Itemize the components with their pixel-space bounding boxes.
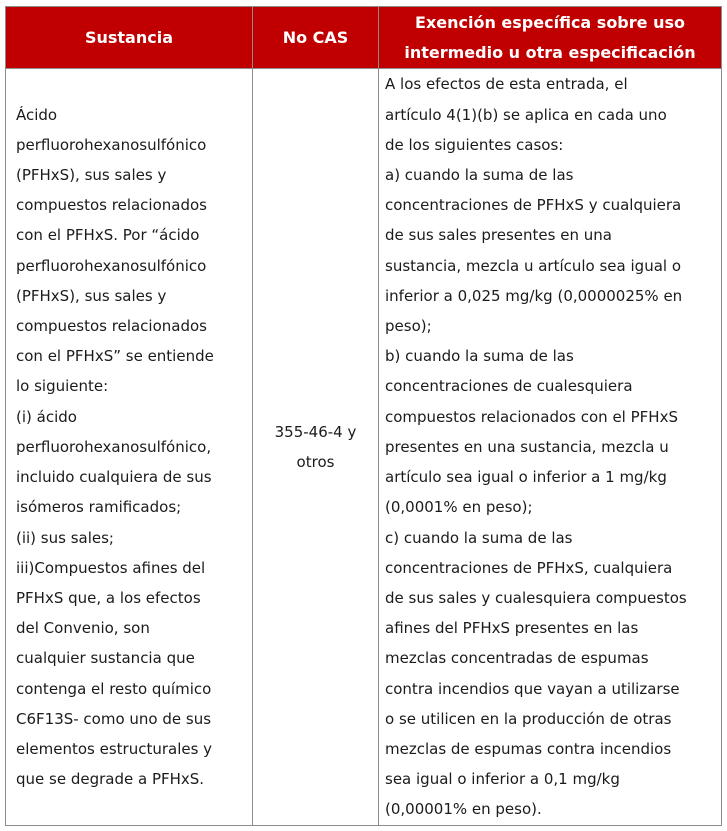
sustancia-text-line: (i) ácido [16, 407, 77, 426]
exencion-text-line: sea igual o inferior a 0,1 mg/kg [385, 770, 620, 789]
exencion-text-line: b) cuando la suma de las [385, 347, 574, 366]
sustancia-text-line: (PFHxS), sus sales y [16, 166, 167, 185]
sustancia-text-line: cualquier sustancia que [16, 649, 195, 668]
exencion-text-line: de sus sales presentes en una [385, 226, 612, 245]
header-row [6, 7, 722, 69]
exencion-text-line: sustancia, mezcla u artículo sea igual o [385, 256, 682, 275]
exencion-text-line: artículo 4(1)(b) se aplica en cada uno [385, 105, 667, 124]
cas-number-line: 355-46-4 y [274, 422, 357, 441]
cell-sustancia [6, 69, 253, 826]
exencion-text-line: a) cuando la suma de las [385, 166, 574, 185]
substance-table [5, 6, 722, 826]
header-sustancia: Sustancia [6, 7, 253, 69]
exencion-text-line: afines del PFHxS presentes en las [385, 619, 639, 638]
exencion-text-line: concentraciones de cualesquiera [385, 377, 633, 396]
sustancia-text-line: lo siguiente: [16, 377, 109, 396]
table-row [6, 69, 722, 826]
exencion-text-line: concentraciones de PFHxS, cualquiera [385, 558, 673, 577]
cas-number-line: otros [296, 453, 335, 471]
sustancia-text-line: elementos estructurales y [16, 739, 213, 758]
exencion-text-line: contra incendios que vayan a utilizarse [385, 679, 680, 698]
sustancia-text-line: del Convenio, son [16, 619, 150, 638]
exencion-text-line: inferior a 0,025 mg/kg (0,0000025% en [385, 286, 683, 305]
sustancia-text-line: compuestos relacionados [16, 317, 207, 336]
sustancia-text-line: que se degrade a PFHxS. [16, 770, 205, 789]
exencion-text-line: c) cuando la suma de las [385, 528, 573, 547]
exencion-text-line: o se utilicen en la producción de otras [385, 709, 672, 728]
sustancia-text-line: perfluorohexanosulfónico, [16, 437, 212, 456]
exencion-text-line: concentraciones de PFHxS y cualquiera [385, 196, 682, 215]
header-exencion: Exención específica sobre uso intermedio u otra especificación [379, 7, 722, 69]
cell-exencion [379, 69, 722, 826]
exencion-text-line: compuestos relacionados con el PFHxS [385, 407, 678, 426]
exencion-text-line: presentes en una sustancia, mezcla u [385, 437, 669, 456]
sustancia-text-line: C6F13S- como uno de sus [16, 709, 212, 728]
cell-no-cas [253, 69, 379, 826]
exencion-text-line: peso); [385, 317, 432, 336]
sustancia-text-line: (ii) sus sales; [16, 528, 114, 547]
exencion-text-line: mezclas concentradas de espumas [385, 649, 649, 668]
sustancia-text-line: isómeros ramificados; [16, 498, 182, 517]
sustancia-text-line: con el PFHxS. Por “ácido [16, 226, 200, 245]
header-no-cas: No CAS [253, 7, 379, 69]
exencion-text-line: A los efectos de esta entrada, el [385, 75, 628, 94]
sustancia-text-line: contenga el resto químico [16, 679, 212, 698]
exencion-text-line: de los siguientes casos: [385, 135, 564, 154]
sustancia-text-line: (PFHxS), sus sales y [16, 286, 167, 305]
sustancia-text-line: con el PFHxS” se entiende [16, 347, 214, 366]
sustancia-text-line: iii)Compuestos afines del [16, 558, 206, 577]
sustancia-text-line: perfluorohexanosulfónico [16, 256, 207, 275]
exencion-text-line: artículo sea igual o inferior a 1 mg/kg [385, 468, 667, 487]
sustancia-text-line: compuestos relacionados [16, 196, 207, 215]
exencion-text-line: de sus sales y cualesquiera compuestos [385, 588, 687, 607]
exencion-text-line: (0,0001% en peso); [385, 498, 533, 517]
exencion-text-line: (0,00001% en peso). [385, 800, 542, 819]
exencion-text-line: mezclas de espumas contra incendios [385, 739, 672, 758]
sustancia-text-line: Ácido [16, 105, 58, 124]
sustancia-text-line: incluido cualquiera de sus [16, 468, 212, 487]
sustancia-text-line: PFHxS que, a los efectos [16, 588, 201, 607]
sustancia-text-line: perfluorohexanosulfónico [16, 135, 207, 154]
